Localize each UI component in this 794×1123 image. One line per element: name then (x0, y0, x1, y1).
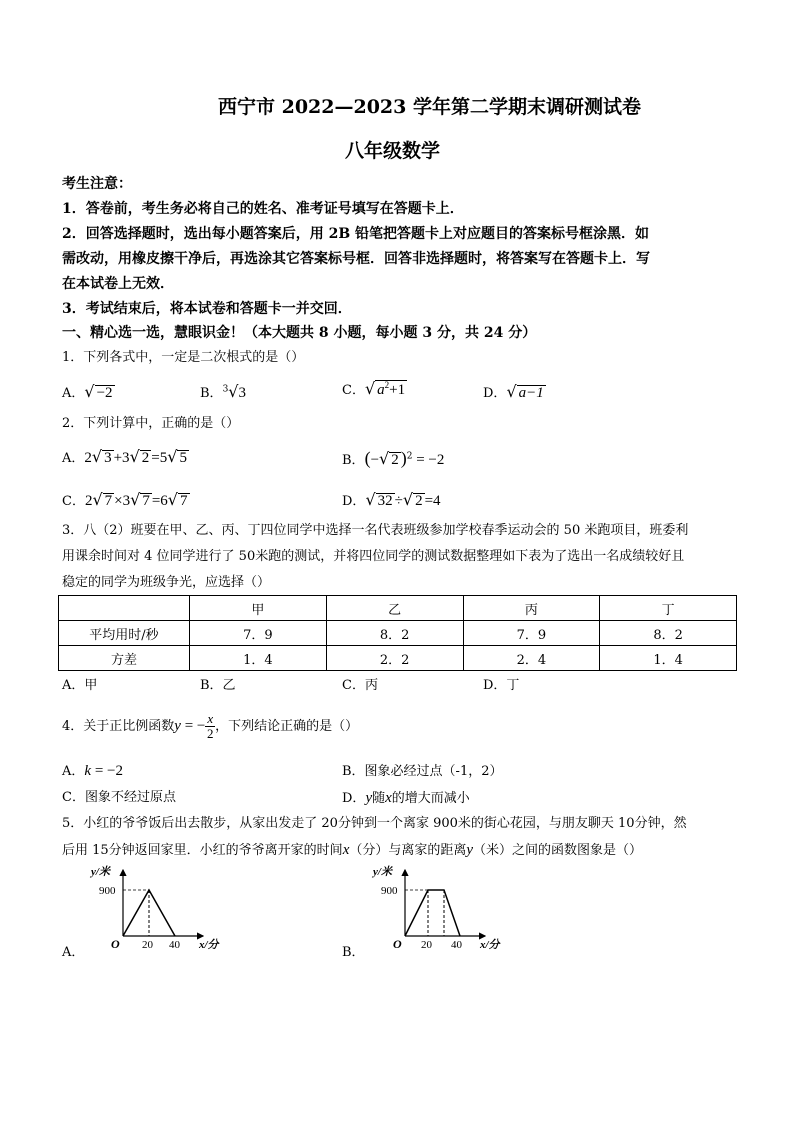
table-cell: 8．2 (600, 621, 737, 646)
table-cell: 7．9 (190, 621, 327, 646)
notice-item-2-line-3: 在本试卷上无效． (62, 276, 174, 292)
q3-option-d: D．丁 (483, 678, 520, 693)
notice-item-2-line-2: 需改动，用橡皮擦干净后，再选涂其它答案标号框．回答非选择题时，将答案写在答题卡上．写 (62, 251, 650, 267)
q1-option-a: A．√ −2 (62, 382, 113, 401)
y-tick-label: 900 (99, 885, 116, 897)
x-axis-label: x/分 (480, 939, 500, 951)
table-header-cell (59, 596, 190, 621)
x-tick-label: 40 (451, 939, 462, 951)
q2-option-c: C．2√ 7 ×3√ 7 =6√ 7 (62, 490, 188, 509)
x-axis-label: x/分 (199, 939, 219, 951)
q1-stem: 1．下列各式中，一定是二次根式的是（） (62, 350, 305, 365)
x-tick-label: 20 (142, 939, 153, 951)
q3-line-3: 稳定的同学为班级争光，应选择（） (62, 575, 271, 590)
q3-option-c: C．丙 (342, 678, 378, 693)
q3-line-1: 3．八（2）班要在甲、乙、丙、丁四位同学中选择一名代表班级参加学校春季运动会的 50 米跑项目，班委利 (62, 523, 689, 538)
y-tick-label: 900 (381, 885, 398, 897)
q4-stem: 4．关于正比例函数y = − $\frac{x}{2}$ ，下列结论正确的是（） (62, 711, 359, 741)
q3-option-a: A．甲 (62, 678, 98, 693)
q4-option-a: A．k = −2 (62, 763, 123, 779)
q5-line-1: 5．小红的爷爷饭后出去散步，从家出发走了 20分钟到一个离家 900米的街心花园，与朋友聊天 10分钟，然 (62, 816, 687, 831)
q3-line-2: 用课余时间对 4 位同学进行了 50米跑的测试，并将四位同学的测试数据整理如下表为了选出一名成绩较好且 (62, 549, 685, 564)
q2-option-a: A．2√ 3 +3√ 2 =5√ 5 (62, 447, 187, 466)
q4-option-d: D．y随x的增大而减小 (342, 790, 470, 806)
table-row (59, 646, 737, 671)
y-axis-label: y/米 (91, 866, 110, 878)
notice-item-1: 1．答卷前，考生务必将自己的姓名、准考证号填写在答题卡上． (62, 201, 464, 217)
q2-option-b: B．(−√ 2 )$^2$ = −2 (342, 448, 445, 468)
exam-subtitle: 八年级数学 (345, 140, 441, 162)
q1-option-c: C．√ $a^2+1$ (342, 379, 406, 398)
q1-option-b: B．$^3$√3 (200, 382, 246, 401)
table-cell: 平均用时/秒 (59, 621, 190, 646)
table-header-cell: 乙 (326, 596, 463, 621)
table-row (59, 621, 737, 646)
table-header-cell: 丁 (600, 596, 737, 621)
table-header-cell: 丙 (463, 596, 600, 621)
graph-line (405, 890, 460, 936)
q2-option-d: D．√ 32 ÷√ 2 =4 (342, 490, 441, 509)
q1-option-d: D．√ a−1 (483, 382, 544, 401)
table-header-cell: 甲 (190, 596, 327, 621)
notice-heading: 考生注意： (62, 176, 132, 192)
notice-item-2-line-1: 2．回答选择题时，选出每小题答案后，用 2B 铅笔把答题卡上对应题目的答案标号框涂黑．如 (62, 226, 650, 242)
q5-option-a-label: A． (62, 945, 85, 960)
table-cell: 7．9 (463, 621, 600, 646)
x-tick-label: 40 (169, 939, 180, 951)
table-header-row (59, 596, 737, 621)
origin-label: O (111, 937, 120, 951)
x-tick-label: 20 (421, 939, 432, 951)
y-axis-label: y/米 (373, 866, 392, 878)
table-cell: 1．4 (600, 646, 737, 671)
q5-option-b-label: B． (342, 945, 365, 960)
table-cell: 2．4 (463, 646, 600, 671)
notice-item-3: 3．考试结束后，将本试卷和答题卡一并交回． (62, 301, 352, 317)
q4-option-b: B．图象必经过点（-1，2） (342, 764, 503, 779)
q4-option-c: C．图象不经过原点 (62, 790, 176, 805)
q5-graph-b (362, 862, 507, 954)
table-cell: 1．4 (190, 646, 327, 671)
origin-label: O (393, 937, 402, 951)
table-cell: 方差 (59, 646, 190, 671)
q3-option-b: B．乙 (200, 678, 236, 693)
table-cell: 2．2 (326, 646, 463, 671)
q3-data-table (58, 595, 737, 671)
q5-line-2: 后用 15分钟返回家里．小红的爷爷离开家的时间x（分）与离家的距离y（米）之间的函数图象是（） (62, 842, 643, 858)
q5-graph-a (85, 862, 225, 954)
exam-title: 西宁市 2022—2023 学年第二学期末调研测试卷 (218, 96, 641, 118)
table-cell: 8．2 (326, 621, 463, 646)
q2-stem: 2．下列计算中，正确的是（） (62, 416, 240, 431)
section-1-heading: 一、精心选一选，慧眼识金！（本大题共 8 小题，每小题 3 分，共 24 分） (62, 325, 537, 341)
